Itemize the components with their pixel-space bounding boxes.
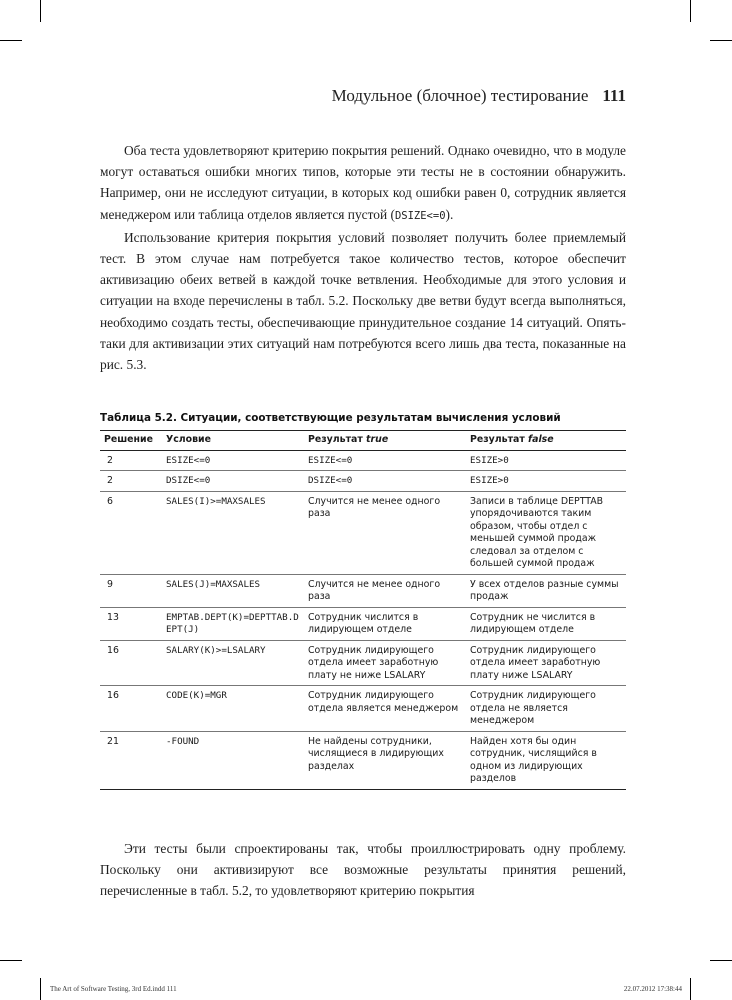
cell-condition: ESIZE<=0 bbox=[162, 450, 304, 471]
crop-mark bbox=[690, 0, 691, 22]
print-footer-right: 22.07.2012 17:38:44 bbox=[623, 985, 682, 993]
crop-mark bbox=[710, 960, 732, 961]
table-row bbox=[100, 574, 626, 607]
cell-condition: SALES(J)=MAXSALES bbox=[162, 574, 304, 607]
cell-true: Сотрудник лидирующего отдела имеет заработную плату не ниже LSALARY bbox=[304, 640, 466, 686]
table-row bbox=[100, 640, 626, 686]
col-header-condition: Условие bbox=[162, 431, 304, 451]
col-header-decision: Решение bbox=[100, 431, 162, 451]
cell-false: Найден хотя бы один сотрудник, числящийся в одном из лидирующих разделов bbox=[466, 731, 626, 789]
cell-false: ESIZE>0 bbox=[466, 471, 626, 492]
cell-decision: 2 bbox=[100, 450, 162, 471]
crop-mark bbox=[0, 40, 22, 41]
table-row bbox=[100, 491, 626, 574]
cell-condition: -FOUND bbox=[162, 731, 304, 789]
chapter-title: Модульное (блочное) тестирование bbox=[331, 86, 589, 105]
print-footer-left: The Art of Software Testing, 3rd Ed.indd 111 bbox=[50, 985, 177, 993]
cell-true: Сотрудник числится в лидирующем отделе bbox=[304, 607, 466, 640]
cell-condition: SALES(I)>=MAXSALES bbox=[162, 491, 304, 574]
cell-condition: SALARY(K)>=LSALARY bbox=[162, 640, 304, 686]
table-caption: Таблица 5.2. Ситуации, соответствующие результатам вычисления условий bbox=[100, 412, 561, 424]
cell-false: У всех отделов разные суммы продаж bbox=[466, 574, 626, 607]
crop-mark bbox=[40, 0, 41, 22]
cell-true: Случится не менее одного раза bbox=[304, 574, 466, 607]
table-row bbox=[100, 731, 626, 789]
cell-false: Сотрудник лидирующего отдела имеет заработную плату ниже LSALARY bbox=[466, 640, 626, 686]
cell-false: Сотрудник не числится в лидирующем отделе bbox=[466, 607, 626, 640]
cell-decision: 6 bbox=[100, 491, 162, 574]
cell-decision: 16 bbox=[100, 686, 162, 732]
cell-true: ESIZE<=0 bbox=[304, 450, 466, 471]
table-row bbox=[100, 471, 626, 492]
paragraph-3: Эти тесты были спроектированы так, чтобы проиллюстрировать одну проблему. Поскольку они активизируют все возможные результаты принятия решений, перечисленные в табл. 5.2, то удовлетворяют критерию покрытия bbox=[100, 841, 626, 899]
cell-condition: EMPTAB.DEPT(K)=DEPTTAB.DEPT(J) bbox=[162, 607, 304, 640]
col-header-false: Результат false bbox=[466, 431, 626, 451]
crop-mark bbox=[0, 960, 22, 961]
crop-mark bbox=[40, 978, 41, 1000]
table-row bbox=[100, 686, 626, 732]
cell-false: Сотрудник лидирующего отдела не является менеджером bbox=[466, 686, 626, 732]
cell-decision: 16 bbox=[100, 640, 162, 686]
paragraph-1: Оба теста удовлетворяют критерию покрытия решений. Однако очевидно, что в модуле могут оставаться ошибки многих типов, которые эти тесты не в состоянии обнаружить. Например, они не исследуют ситуации, в которых код ошибки равен 0, сотрудник является менеджером или таблица отделов является пустой (DSIZE<=0). bbox=[100, 143, 626, 222]
body-text-bottom bbox=[100, 838, 626, 902]
cell-true: Случится не менее одного раза bbox=[304, 491, 466, 574]
body-text-top bbox=[100, 140, 626, 375]
cell-true: Сотрудник лидирующего отдела является менеджером bbox=[304, 686, 466, 732]
table-row bbox=[100, 607, 626, 640]
cell-decision: 2 bbox=[100, 471, 162, 492]
running-head bbox=[100, 86, 626, 106]
table-header-row bbox=[100, 431, 626, 451]
crop-mark bbox=[690, 978, 691, 1000]
col-header-true: Результат true bbox=[304, 431, 466, 451]
cell-decision: 9 bbox=[100, 574, 162, 607]
cell-condition: CODE(K)=MGR bbox=[162, 686, 304, 732]
crop-mark bbox=[710, 40, 732, 41]
page-number: 111 bbox=[602, 86, 626, 105]
cell-false: ESIZE>0 bbox=[466, 450, 626, 471]
cell-decision: 21 bbox=[100, 731, 162, 789]
conditions-table bbox=[100, 430, 626, 790]
paragraph-2: Использование критерия покрытия условий позволяет получить более приемлемый тест. В этом случае нам потребуется такое количество тестов, которое обеспечит активизацию обеих ветвей в каждой точке ветвления. Необходимые для этого условия и ситуации на входе перечислены в табл. 5.2. Поскольку две ветви будут всегда выполняться, необходимо создать тесты, обеспечивающие принудительное создание 14 ситуаций. Опять-таки для активизации этих ситуаций нам потребуются всего лишь два теста, показанные на рис. 5.3. bbox=[100, 229, 626, 373]
cell-condition: DSIZE<=0 bbox=[162, 471, 304, 492]
cell-decision: 13 bbox=[100, 607, 162, 640]
cell-true: Не найдены сотрудники, числящиеся в лидирующих разделах bbox=[304, 731, 466, 789]
cell-false: Записи в таблице DEPTTAB упорядочиваются таким образом, чтобы отдел с меньшей суммой продаж следовал за отделом с большей суммой продаж bbox=[466, 491, 626, 574]
table-row bbox=[100, 450, 626, 471]
cell-true: DSIZE<=0 bbox=[304, 471, 466, 492]
